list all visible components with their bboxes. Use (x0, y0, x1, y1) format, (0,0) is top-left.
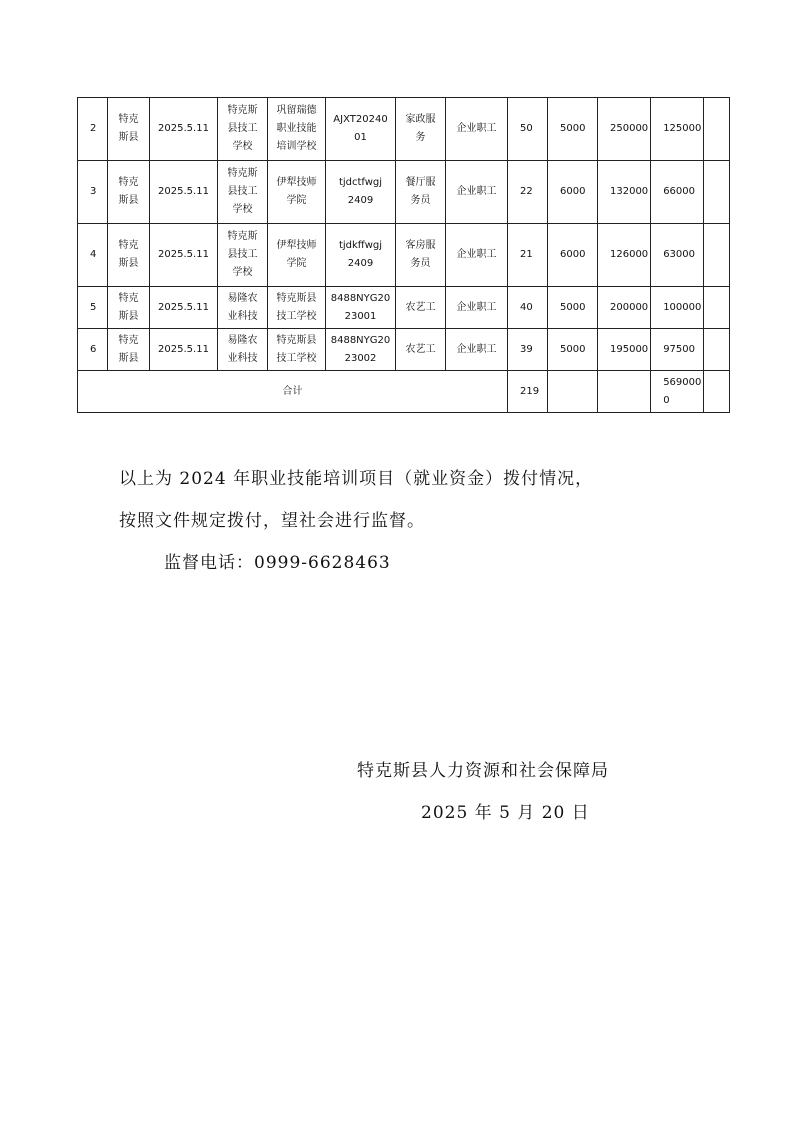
cell-target: 企业职工 (446, 98, 508, 161)
cell-target: 企业职工 (446, 287, 508, 329)
cell-org: 易隆农 业科技 (218, 287, 268, 329)
cell-count: 50 (508, 98, 548, 161)
cell-paid: 100000 (651, 287, 704, 329)
cell-paid: 97500 (651, 329, 704, 371)
cell-trade: 家政服 务 (396, 98, 446, 161)
cell-count: 40 (508, 287, 548, 329)
cell-std: 6000 (548, 224, 598, 287)
cell-note (704, 224, 730, 287)
cell-org: 特克斯 县技工 学校 (218, 224, 268, 287)
cell-note (704, 98, 730, 161)
cell-trade: 餐厅服 务员 (396, 161, 446, 224)
cell-code: tjdkffwgj 2409 (326, 224, 396, 287)
table-row (78, 98, 730, 161)
cell-code: 8488NYG20 23001 (326, 287, 396, 329)
cell-paid: 125000 (651, 98, 704, 161)
cell-org: 易隆农 业科技 (218, 329, 268, 371)
funding-table (77, 97, 730, 413)
total-paid: 569000 0 (651, 371, 704, 413)
cell-target: 企业职工 (446, 224, 508, 287)
cell-count: 39 (508, 329, 548, 371)
cell-trade: 农艺工 (396, 329, 446, 371)
cell-date: 2025.5.11 (150, 161, 218, 224)
body-line-2: 按照文件规定拨付，望社会进行监督。 (119, 511, 425, 531)
total-count: 219 (508, 371, 548, 413)
cell-trade: 农艺工 (396, 287, 446, 329)
cell-note (704, 161, 730, 224)
table-row (78, 161, 730, 224)
cell-county: 特克 斯县 (108, 287, 150, 329)
cell-no: 2 (78, 98, 108, 161)
cell-total: 132000 (598, 161, 651, 224)
cell-county: 特克 斯县 (108, 329, 150, 371)
cell-org: 特克斯 县技工 学校 (218, 161, 268, 224)
cell-school: 巩留瑞德 职业技能 培训学校 (268, 98, 326, 161)
cell-std: 6000 (548, 161, 598, 224)
total-note (704, 371, 730, 413)
cell-no: 5 (78, 287, 108, 329)
cell-county: 特克 斯县 (108, 224, 150, 287)
cell-total: 250000 (598, 98, 651, 161)
hotline: 监督电话：0999-6628463 (164, 553, 391, 573)
cell-date: 2025.5.11 (150, 98, 218, 161)
cell-no: 3 (78, 161, 108, 224)
cell-date: 2025.5.11 (150, 224, 218, 287)
signature-org: 特克斯县人力资源和社会保障局 (357, 761, 609, 781)
cell-count: 22 (508, 161, 548, 224)
total-label: 合计 (78, 371, 508, 413)
cell-date: 2025.5.11 (150, 287, 218, 329)
cell-code: tjdctfwgj 2409 (326, 161, 396, 224)
cell-trade: 客房服 务员 (396, 224, 446, 287)
cell-no: 6 (78, 329, 108, 371)
cell-note (704, 329, 730, 371)
table-row (78, 224, 730, 287)
cell-std: 5000 (548, 98, 598, 161)
cell-target: 企业职工 (446, 329, 508, 371)
cell-paid: 63000 (651, 224, 704, 287)
cell-std: 5000 (548, 287, 598, 329)
cell-total: 200000 (598, 287, 651, 329)
cell-org: 特克斯 县技工 学校 (218, 98, 268, 161)
signature-date: 2025 年 5 月 20 日 (421, 803, 590, 823)
total-row (78, 371, 730, 413)
cell-paid: 66000 (651, 161, 704, 224)
cell-school: 伊犁技师 学院 (268, 161, 326, 224)
cell-county: 特克 斯县 (108, 161, 150, 224)
cell-school: 伊犁技师 学院 (268, 224, 326, 287)
cell-total: 195000 (598, 329, 651, 371)
cell-date: 2025.5.11 (150, 329, 218, 371)
cell-note (704, 287, 730, 329)
cell-code: AJXT20240 01 (326, 98, 396, 161)
cell-county: 特克 斯县 (108, 98, 150, 161)
total-total (598, 371, 651, 413)
table-row (78, 329, 730, 371)
cell-code: 8488NYG20 23002 (326, 329, 396, 371)
cell-no: 4 (78, 224, 108, 287)
body-line-1: 以上为 2024 年职业技能培训项目（就业资金）拨付情况， (119, 469, 594, 489)
cell-school: 特克斯县 技工学校 (268, 287, 326, 329)
cell-target: 企业职工 (446, 161, 508, 224)
table-row (78, 287, 730, 329)
cell-school: 特克斯县 技工学校 (268, 329, 326, 371)
table-body (78, 98, 730, 413)
total-std (548, 371, 598, 413)
cell-total: 126000 (598, 224, 651, 287)
cell-std: 5000 (548, 329, 598, 371)
cell-count: 21 (508, 224, 548, 287)
